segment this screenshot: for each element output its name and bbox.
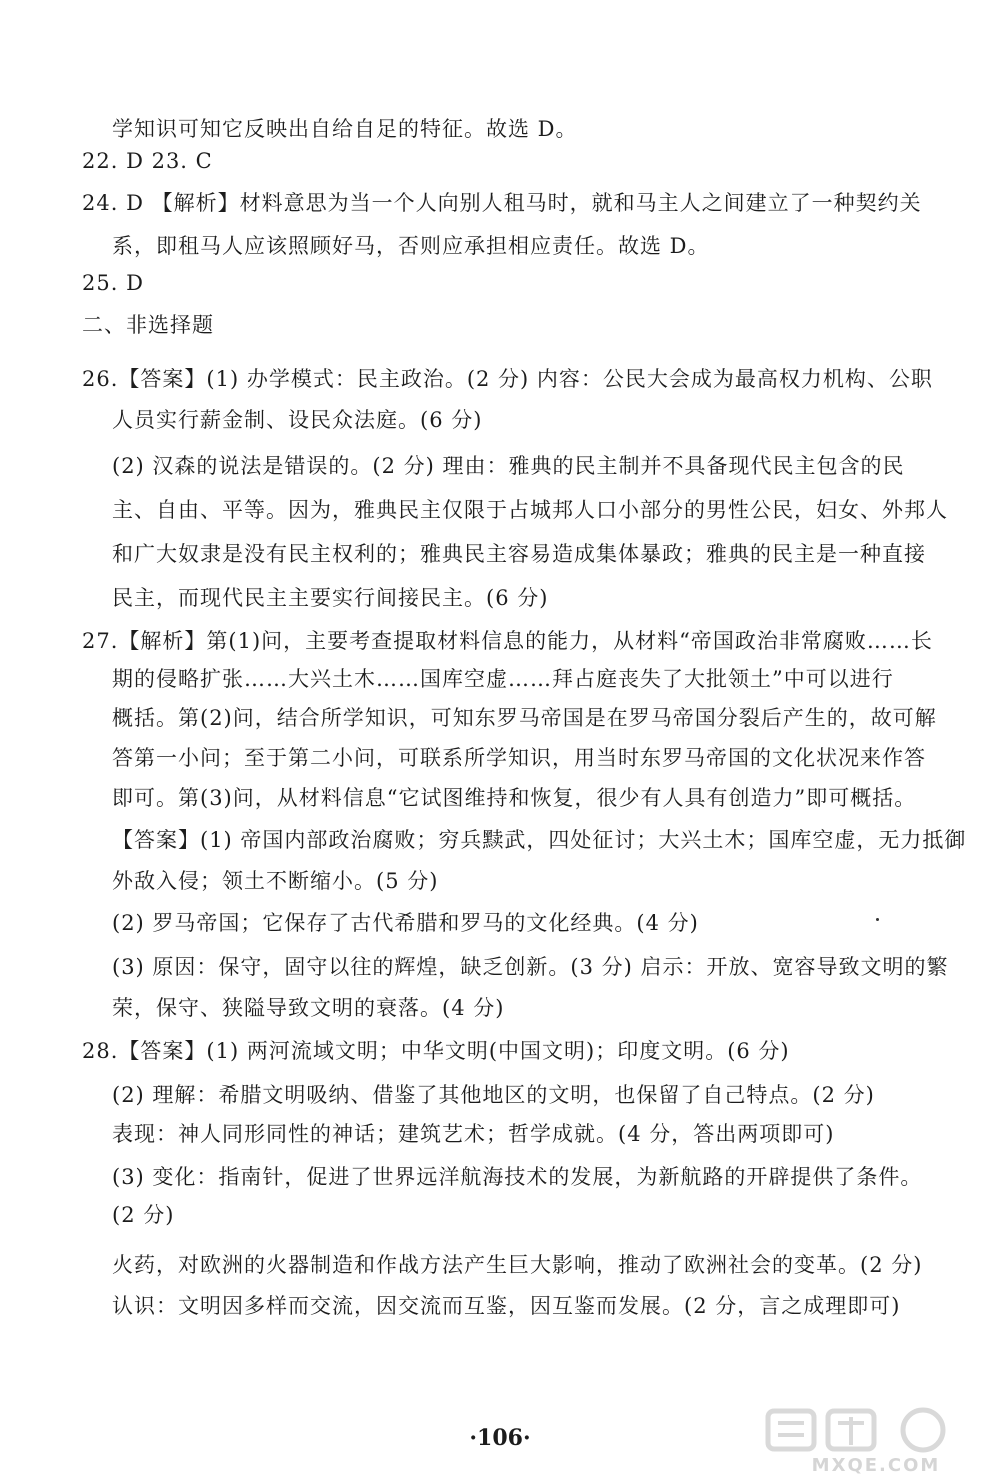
stray-dot	[876, 918, 879, 921]
text-line: 即可。第(3)问，从材料信息“它试图维持和恢复，很少有人具有创造力”即可概括。	[112, 786, 917, 810]
text-line: 22. D 23. C	[82, 149, 213, 173]
text-line: (2) 罗马帝国；它保存了古代希腊和罗马的文化经典。(4 分)	[112, 911, 699, 935]
section-heading: 二、非选择题	[82, 313, 214, 337]
text-line: 概括。第(2)问，结合所学知识，可知东罗马帝国是在罗马帝国分裂后产生的，故可解	[112, 706, 937, 730]
text-line: 主、自由、平等。因为，雅典民主仅限于占城邦人口小部分的男性公民，妇女、外邦人	[112, 498, 948, 522]
page-number: ·106·	[469, 1425, 531, 1451]
text-line: 27.【解析】第(1)问，主要考查提取材料信息的能力，从材料“帝国政治非常腐败……长	[82, 629, 933, 653]
text-line: 民主，而现代民主主要实行间接民主。(6 分)	[112, 586, 549, 610]
text-line: 28.【答案】(1) 两河流域文明；中华文明(中国文明)；印度文明。(6 分)	[82, 1039, 790, 1063]
text-line: 26.【答案】(1) 办学模式：民主政治。(2 分) 内容：公民大会成为最高权力机构、公职	[82, 367, 933, 391]
text-line: 【答案】(1) 帝国内部政治腐败；穷兵黩武，四处征讨；大兴土木；国库空虚，无力抵御	[112, 828, 967, 852]
text-line: 系，即租马人应该照顾好马，否则应承担相应责任。故选 D。	[112, 234, 710, 258]
watermark-logo-icon	[758, 1405, 993, 1455]
watermark-logo	[758, 1405, 993, 1480]
text-line: (2) 理解：希腊文明吸纳、借鉴了其他地区的文明，也保留了自己特点。(2 分)	[112, 1083, 875, 1107]
text-line: (2) 汉森的说法是错误的。(2 分) 理由：雅典的民主制并不具备现代民主包含的民	[112, 454, 905, 478]
text-line: 学知识可知它反映出自给自足的特征。故选 D。	[112, 117, 578, 141]
text-line: 表现：神人同形同性的神话；建筑艺术；哲学成就。(4 分，答出两项即可)	[112, 1122, 835, 1146]
text-line: 24. D 【解析】材料意思为当一个人向别人租马时，就和马主人之间建立了一种契约关	[82, 191, 922, 215]
text-line: (3) 变化：指南针，促进了世界远洋航海技术的发展，为新航路的开辟提供了条件。	[112, 1165, 923, 1189]
text-line: 期的侵略扩张……大兴土木……国库空虚……拜占庭丧失了大批领土”中可以进行	[112, 667, 894, 691]
text-line: 外敌入侵；领土不断缩小。(5 分)	[112, 869, 439, 893]
text-line: 认识：文明因多样而交流，因交流而互鉴，因互鉴而发展。(2 分，言之成理即可)	[112, 1294, 901, 1318]
text-line: (3) 原因：保守，固守以往的辉煌，缺乏创新。(3 分) 启示：开放、宽容导致文明的繁	[112, 955, 949, 979]
text-line: 答第一小问；至于第二小问，可联系所学知识，用当时东罗马帝国的文化状况来作答	[112, 746, 926, 770]
watermark-url: MXQE.COM	[811, 1455, 941, 1476]
text-line: (2 分)	[112, 1203, 175, 1227]
text-line: 人员实行薪金制、设民众法庭。(6 分)	[112, 408, 483, 432]
text-line: 荣，保守、狭隘导致文明的衰落。(4 分)	[112, 996, 505, 1020]
text-line: 火药，对欧洲的火器制造和作战方法产生巨大影响，推动了欧洲社会的变革。(2 分)	[112, 1253, 923, 1277]
text-line: 25. D	[82, 271, 144, 295]
text-line: 和广大奴隶是没有民主权利的；雅典民主容易造成集体暴政；雅典的民主是一种直接	[112, 542, 926, 566]
